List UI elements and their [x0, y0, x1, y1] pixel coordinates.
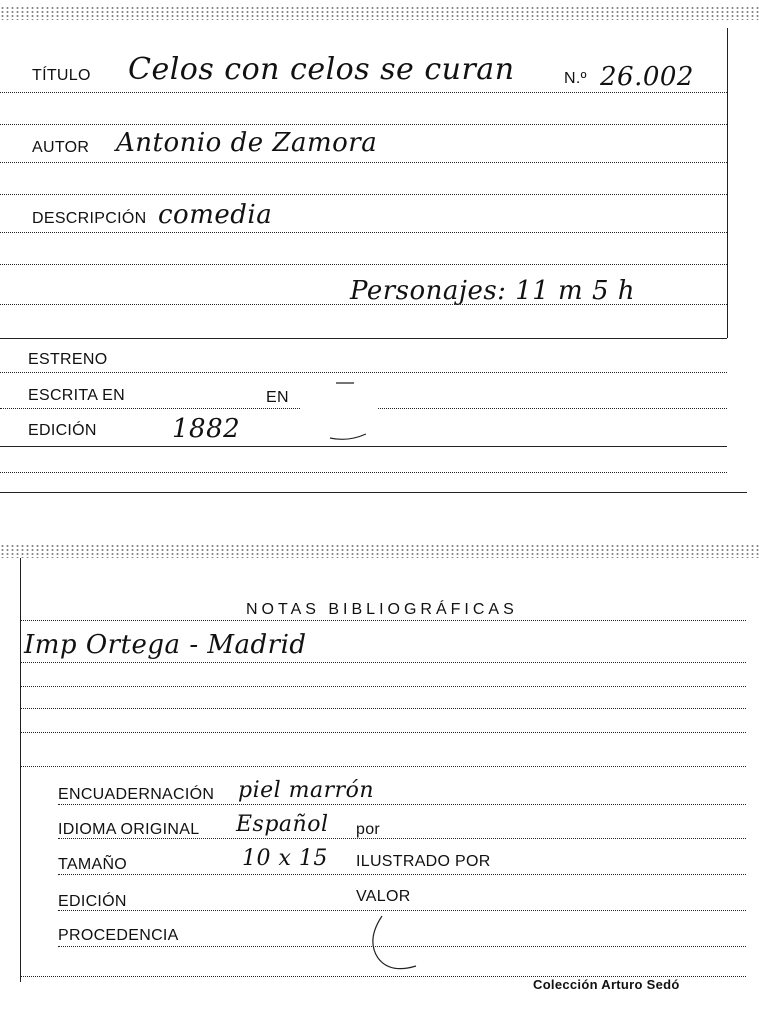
edicion-label-bottom: EDICIÓN [58, 893, 127, 910]
rule [20, 708, 746, 709]
titulo-value: Celos con celos se curan [128, 52, 515, 87]
ilustrado-label: ILUSTRADO POR [356, 853, 491, 870]
rule [20, 686, 746, 687]
descripcion-value: comedia [158, 200, 273, 230]
rule [0, 446, 727, 447]
rule [20, 662, 746, 663]
numero-value: 26.002 [600, 62, 694, 92]
notas-value: Imp Ortega - Madrid [24, 630, 307, 660]
rule [20, 732, 746, 733]
encuadernacion-value: piel marrón [238, 778, 375, 803]
rule [20, 620, 746, 621]
titulo-label: TÍTULO [32, 67, 91, 84]
idioma-value: Español [236, 812, 329, 837]
rule [0, 124, 727, 125]
edicion-label: EDICIÓN [28, 422, 97, 439]
rule [58, 910, 746, 911]
notas-heading: NOTAS BIBLIOGRÁFICAS [246, 601, 518, 618]
tamano-label: TAMAÑO [58, 856, 128, 873]
catalog-card-top [0, 0, 759, 495]
autor-label: AUTOR [32, 139, 90, 156]
rule [378, 408, 727, 409]
rule [0, 92, 727, 93]
card-border [727, 28, 728, 338]
valor-label: VALOR [356, 888, 411, 905]
stamp-mark [328, 380, 378, 442]
rule [20, 766, 746, 767]
escrita-label: ESCRITA EN [28, 387, 125, 404]
coleccion-footer: Colección Arturo Sedó [533, 977, 680, 992]
en-label: EN [266, 389, 289, 406]
rule [0, 162, 727, 163]
encuadernacion-label: ENCUADERNACIÓN [58, 786, 215, 803]
rule [58, 804, 746, 805]
idioma-label: IDIOMA ORIGINAL [58, 821, 200, 838]
numero-label: N.º [564, 70, 587, 87]
card-bottom-edge [0, 492, 747, 493]
torn-edge [0, 544, 759, 558]
rule [0, 304, 727, 305]
tamano-value: 10 x 15 [242, 846, 328, 871]
rule [0, 264, 727, 265]
rule [0, 472, 727, 473]
rule [0, 338, 727, 339]
rule [58, 838, 746, 839]
por-label: por [356, 821, 381, 838]
torn-edge [0, 6, 759, 20]
catalog-card-bottom [0, 540, 759, 1028]
descripcion-label: DESCRIPCIÓN [32, 210, 147, 227]
rule [0, 194, 727, 195]
rule [0, 408, 300, 409]
stamp-mark [366, 912, 426, 974]
procedencia-label: PROCEDENCIA [58, 927, 179, 944]
rule [58, 874, 746, 875]
card-border [20, 558, 21, 982]
autor-value: Antonio de Zamora [116, 128, 378, 158]
edicion-value: 1882 [172, 414, 241, 444]
personajes-value: Personajes: 11 m 5 h [350, 276, 636, 306]
rule [0, 372, 727, 373]
estreno-label: ESTRENO [28, 351, 108, 368]
rule [0, 232, 727, 233]
